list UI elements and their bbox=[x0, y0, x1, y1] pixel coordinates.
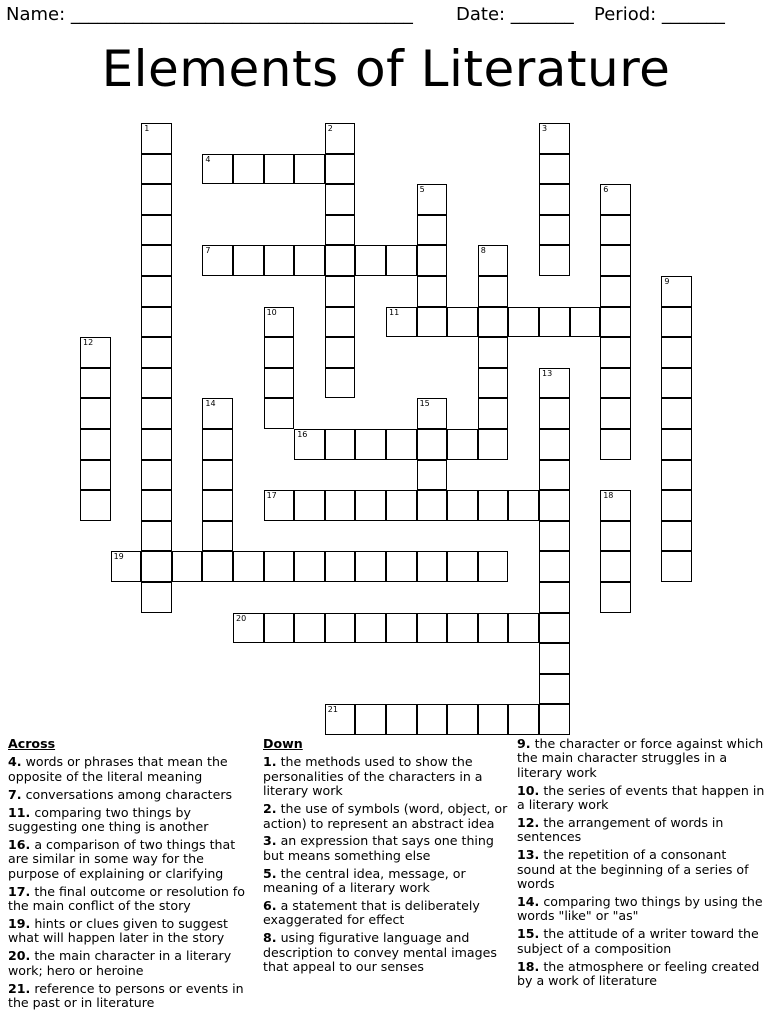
page-title: Elements of Literature bbox=[101, 40, 671, 98]
grid-cell[interactable] bbox=[325, 184, 356, 215]
grid-cell[interactable] bbox=[539, 613, 570, 644]
clue-item bbox=[517, 960, 767, 989]
grid-cell[interactable] bbox=[141, 184, 172, 215]
grid-cell[interactable] bbox=[386, 613, 417, 644]
grid-cell[interactable] bbox=[417, 490, 448, 521]
grid-cell[interactable] bbox=[600, 551, 631, 582]
clue-text: comparing two things by using the words "like" or "as" bbox=[517, 894, 763, 924]
grid-cell[interactable] bbox=[508, 307, 539, 338]
grid-cell[interactable] bbox=[661, 368, 692, 399]
grid-cell[interactable] bbox=[294, 245, 325, 276]
header bbox=[6, 2, 766, 30]
grid-cell[interactable] bbox=[325, 276, 356, 307]
clue-number-label: 12 bbox=[83, 338, 94, 348]
grid-cell[interactable] bbox=[539, 429, 570, 460]
grid-cell[interactable] bbox=[600, 521, 631, 552]
clue-text: using figurative language and description to convey mental images that appeal to our senses bbox=[263, 930, 497, 975]
grid-cell[interactable] bbox=[539, 245, 570, 276]
clue-item bbox=[517, 927, 767, 956]
grid-cell[interactable] bbox=[539, 582, 570, 613]
grid-cell[interactable] bbox=[600, 337, 631, 368]
grid-cell[interactable] bbox=[202, 490, 233, 521]
grid-cell[interactable] bbox=[141, 276, 172, 307]
grid-cell[interactable] bbox=[355, 551, 386, 582]
clue-number-label: 6 bbox=[603, 185, 609, 195]
clue-item bbox=[263, 802, 508, 831]
grid-cell[interactable] bbox=[325, 704, 356, 735]
clue-item bbox=[8, 806, 253, 835]
grid-cell[interactable] bbox=[539, 551, 570, 582]
period-field-label[interactable]: Period: _______ bbox=[594, 4, 725, 25]
clue-number-label: 2 bbox=[327, 124, 333, 133]
grid-cell[interactable] bbox=[539, 704, 570, 735]
clue-text: hints or clues given to suggest what will happen later in the story bbox=[8, 915, 228, 946]
grid-cell[interactable] bbox=[233, 245, 264, 276]
clue-item bbox=[8, 755, 253, 784]
grid-cell[interactable] bbox=[661, 307, 692, 338]
grid-cell[interactable] bbox=[478, 551, 509, 582]
clue-number-label: 1 bbox=[144, 124, 150, 133]
grid-cell[interactable] bbox=[264, 307, 295, 338]
grid-cell[interactable] bbox=[386, 245, 417, 276]
grid-cell[interactable] bbox=[508, 613, 539, 644]
grid-cell[interactable] bbox=[539, 398, 570, 429]
grid-cell[interactable] bbox=[417, 613, 448, 644]
clue-number: 4. bbox=[8, 754, 22, 770]
clue-number: 18. bbox=[517, 958, 540, 974]
grid-cell[interactable] bbox=[447, 704, 478, 735]
grid-cell[interactable] bbox=[294, 154, 325, 185]
grid-cell[interactable] bbox=[539, 490, 570, 521]
grid-cell[interactable] bbox=[141, 215, 172, 246]
clue-text: the attitude of a writer toward the subject of a composition bbox=[517, 926, 759, 956]
clue-text: the repetition of a consonant sound at the beginning of a series of words bbox=[517, 847, 749, 892]
grid-cell[interactable] bbox=[202, 521, 233, 552]
clue-number-label: 11 bbox=[389, 307, 400, 317]
grid-cell[interactable] bbox=[80, 460, 111, 491]
grid-cell[interactable] bbox=[355, 245, 386, 276]
grid-cell[interactable] bbox=[417, 184, 448, 215]
grid-cell[interactable] bbox=[661, 276, 692, 307]
clue-item bbox=[8, 838, 253, 881]
grid-cell[interactable] bbox=[80, 490, 111, 521]
grid-cell[interactable] bbox=[478, 307, 509, 338]
clue-number: 9. bbox=[517, 736, 531, 751]
grid-cell[interactable] bbox=[661, 490, 692, 521]
grid-cell[interactable] bbox=[447, 429, 478, 460]
grid-cell[interactable] bbox=[141, 398, 172, 429]
grid-cell[interactable] bbox=[141, 307, 172, 338]
clue-number: 15. bbox=[517, 926, 540, 942]
clue-number-label: 16 bbox=[297, 430, 308, 439]
grid-cell[interactable] bbox=[80, 429, 111, 460]
grid-cell[interactable] bbox=[325, 613, 356, 644]
clue-item bbox=[263, 899, 508, 928]
grid-cell[interactable] bbox=[80, 337, 111, 368]
grid-cell[interactable] bbox=[417, 307, 448, 338]
clue-item bbox=[263, 834, 508, 863]
grid-cell[interactable] bbox=[539, 368, 570, 399]
grid-cell[interactable] bbox=[417, 398, 448, 429]
grid-cell[interactable] bbox=[141, 582, 172, 613]
grid-cell[interactable] bbox=[661, 429, 692, 460]
clue-item bbox=[8, 788, 253, 802]
clue-number-label: 9 bbox=[664, 277, 670, 286]
clue-item bbox=[517, 895, 767, 924]
clue-item bbox=[263, 755, 508, 798]
clue-number-label: 17 bbox=[266, 491, 277, 501]
clue-number: 17. bbox=[8, 883, 31, 899]
clue-text: the series of events that happen in a literary work bbox=[517, 782, 765, 813]
grid-cell[interactable] bbox=[80, 398, 111, 429]
clue-number: 19. bbox=[8, 915, 31, 931]
down-clues bbox=[263, 737, 508, 978]
grid-cell[interactable] bbox=[661, 398, 692, 429]
grid-cell[interactable] bbox=[386, 490, 417, 521]
across-clue-list bbox=[8, 755, 253, 1010]
grid-cell[interactable] bbox=[264, 551, 295, 582]
grid-cell[interactable] bbox=[539, 674, 570, 705]
grid-cell[interactable] bbox=[386, 704, 417, 735]
grid-cell[interactable] bbox=[172, 551, 203, 582]
grid-cell[interactable] bbox=[325, 490, 356, 521]
clue-text: the methods used to show the personalities of the characters in a literary work bbox=[263, 754, 483, 799]
clue-number: 12. bbox=[517, 815, 540, 831]
clue-number: 2. bbox=[263, 801, 277, 817]
grid-cell[interactable] bbox=[141, 368, 172, 399]
clue-item bbox=[8, 885, 253, 914]
grid-cell[interactable] bbox=[539, 215, 570, 246]
clue-number-label: 8 bbox=[480, 246, 486, 256]
clue-text: the arrangement of words in sentences bbox=[517, 815, 724, 845]
grid-cell[interactable] bbox=[355, 613, 386, 644]
grid-cell[interactable] bbox=[447, 613, 478, 644]
clue-number: 21. bbox=[8, 980, 31, 996]
grid-cell[interactable] bbox=[325, 215, 356, 246]
grid-cell[interactable] bbox=[600, 490, 631, 521]
grid-cell[interactable] bbox=[600, 307, 631, 338]
clue-number: 6. bbox=[263, 898, 277, 914]
grid-cell[interactable] bbox=[233, 613, 264, 644]
clue-number-label: 10 bbox=[266, 307, 277, 317]
grid-cell[interactable] bbox=[417, 429, 448, 460]
clue-text: the character or force against which the main character struggles in a literary work bbox=[517, 736, 764, 780]
grid-cell[interactable] bbox=[600, 184, 631, 215]
grid-cell[interactable] bbox=[539, 123, 570, 154]
clue-text: an expression that says one thing but means something else bbox=[263, 833, 494, 863]
grid-cell[interactable] bbox=[478, 398, 509, 429]
clue-text: words or phrases that mean the opposite of the literal meaning bbox=[8, 754, 228, 784]
grid-cell[interactable] bbox=[111, 551, 142, 582]
grid-cell[interactable] bbox=[386, 551, 417, 582]
clue-text: a comparison of two things that are similar in some way for the purpose of explaining or clarifying bbox=[8, 836, 236, 881]
grid-cell[interactable] bbox=[570, 307, 601, 338]
grid-cell[interactable] bbox=[294, 429, 325, 460]
grid-cell[interactable] bbox=[264, 245, 295, 276]
grid-cell[interactable] bbox=[264, 613, 295, 644]
grid-cell[interactable] bbox=[202, 398, 233, 429]
down-clue-list-continued bbox=[517, 737, 767, 989]
grid-cell[interactable] bbox=[600, 429, 631, 460]
grid-cell[interactable] bbox=[325, 154, 356, 185]
grid-cell[interactable] bbox=[325, 337, 356, 368]
clue-number: 3. bbox=[263, 833, 277, 849]
grid-cell[interactable] bbox=[508, 490, 539, 521]
grid-cell[interactable] bbox=[478, 276, 509, 307]
grid-cell[interactable] bbox=[325, 368, 356, 399]
clue-item bbox=[263, 867, 508, 896]
grid-cell[interactable] bbox=[294, 551, 325, 582]
grid-cell[interactable] bbox=[600, 398, 631, 429]
clue-number-label: 14 bbox=[205, 399, 216, 409]
clue-number: 13. bbox=[517, 847, 540, 863]
clue-number-label: 3 bbox=[542, 124, 548, 133]
grid-cell[interactable] bbox=[141, 337, 172, 368]
clue-text: conversations among characters bbox=[21, 786, 233, 802]
clue-number: 1. bbox=[263, 754, 277, 770]
clue-item bbox=[8, 917, 253, 946]
grid-cell[interactable] bbox=[202, 154, 233, 185]
grid-cell[interactable] bbox=[417, 276, 448, 307]
clue-number-label: 4 bbox=[205, 154, 211, 164]
grid-cell[interactable] bbox=[386, 429, 417, 460]
grid-cell[interactable] bbox=[661, 521, 692, 552]
clue-number: 16. bbox=[8, 836, 31, 852]
grid-cell[interactable] bbox=[355, 429, 386, 460]
grid-cell[interactable] bbox=[233, 154, 264, 185]
down-clues-continued bbox=[517, 737, 767, 992]
clue-text: a statement that is deliberately exaggerated for effect bbox=[263, 898, 480, 928]
grid-cell[interactable] bbox=[661, 551, 692, 582]
grid-cell[interactable] bbox=[447, 307, 478, 338]
grid-cell[interactable] bbox=[202, 460, 233, 491]
clue-number-label: 18 bbox=[603, 491, 614, 501]
clue-item bbox=[517, 784, 767, 813]
grid-cell[interactable] bbox=[417, 245, 448, 276]
clue-number: 20. bbox=[8, 948, 31, 964]
grid-cell[interactable] bbox=[264, 490, 295, 521]
grid-cell[interactable] bbox=[539, 643, 570, 674]
grid-cell[interactable] bbox=[325, 245, 356, 276]
clue-number-label: 21 bbox=[327, 705, 338, 715]
grid-cell[interactable] bbox=[539, 154, 570, 185]
grid-cell[interactable] bbox=[508, 704, 539, 735]
clue-item bbox=[517, 816, 767, 845]
clue-text: the final outcome or resolution fo the main conflict of the story bbox=[8, 883, 245, 914]
clue-item bbox=[8, 949, 253, 978]
clue-item bbox=[8, 982, 253, 1011]
grid-cell[interactable] bbox=[233, 551, 264, 582]
clue-item bbox=[517, 848, 767, 891]
clue-number-label: 20 bbox=[236, 613, 247, 623]
grid-cell[interactable] bbox=[600, 215, 631, 246]
grid-cell[interactable] bbox=[141, 490, 172, 521]
clue-number: 14. bbox=[517, 894, 540, 910]
grid-cell[interactable] bbox=[417, 551, 448, 582]
clue-text: the atmosphere or feeling created by a work of literature bbox=[517, 958, 760, 989]
grid-cell[interactable] bbox=[264, 398, 295, 429]
date-field-label[interactable]: Date: _______ bbox=[456, 4, 574, 25]
clue-text: reference to persons or events in the past or in literature bbox=[8, 980, 244, 1010]
grid-cell[interactable] bbox=[539, 521, 570, 552]
grid-cell[interactable] bbox=[325, 307, 356, 338]
grid-cell[interactable] bbox=[447, 490, 478, 521]
clue-item bbox=[263, 931, 508, 974]
grid-cell[interactable] bbox=[417, 215, 448, 246]
grid-cell[interactable] bbox=[141, 521, 172, 552]
clue-text: the main character in a literary work; hero or heroine bbox=[8, 948, 232, 978]
clue-number: 11. bbox=[8, 804, 31, 820]
grid-cell[interactable] bbox=[294, 490, 325, 521]
grid-cell[interactable] bbox=[141, 154, 172, 185]
clue-number-label: 15 bbox=[419, 399, 430, 409]
grid-cell[interactable] bbox=[386, 307, 417, 338]
grid-cell[interactable] bbox=[661, 460, 692, 491]
grid-cell[interactable] bbox=[325, 123, 356, 154]
clue-text: the use of symbols (word, object, or action) to represent an abstract idea bbox=[263, 801, 508, 831]
grid-cell[interactable] bbox=[417, 704, 448, 735]
grid-cell[interactable] bbox=[539, 460, 570, 491]
grid-cell[interactable] bbox=[202, 429, 233, 460]
grid-cell[interactable] bbox=[202, 551, 233, 582]
grid-cell[interactable] bbox=[355, 490, 386, 521]
grid-cell[interactable] bbox=[80, 368, 111, 399]
grid-cell[interactable] bbox=[141, 245, 172, 276]
grid-cell[interactable] bbox=[202, 245, 233, 276]
grid-cell[interactable] bbox=[478, 245, 509, 276]
grid-cell[interactable] bbox=[539, 307, 570, 338]
down-heading: Down bbox=[263, 736, 303, 751]
grid-cell[interactable] bbox=[141, 551, 172, 582]
clue-number-label: 5 bbox=[419, 185, 425, 195]
grid-cell[interactable] bbox=[600, 368, 631, 399]
clue-number-label: 19 bbox=[113, 552, 124, 562]
grid-cell[interactable] bbox=[264, 154, 295, 185]
clue-number: 7. bbox=[8, 786, 22, 802]
grid-cell[interactable] bbox=[141, 460, 172, 491]
grid-cell[interactable] bbox=[355, 704, 386, 735]
clue-number-label: 13 bbox=[542, 368, 553, 378]
across-heading: Across bbox=[8, 736, 56, 751]
clue-number: 10. bbox=[517, 782, 540, 798]
grid-cell[interactable] bbox=[600, 245, 631, 276]
grid-cell[interactable] bbox=[661, 337, 692, 368]
grid-cell[interactable] bbox=[325, 551, 356, 582]
grid-cell[interactable] bbox=[478, 613, 509, 644]
grid-cell[interactable] bbox=[478, 490, 509, 521]
clue-number: 8. bbox=[263, 930, 277, 946]
grid-cell[interactable] bbox=[600, 276, 631, 307]
grid-cell[interactable] bbox=[478, 429, 509, 460]
grid-cell[interactable] bbox=[600, 582, 631, 613]
clue-number-label: 7 bbox=[205, 246, 211, 256]
grid-cell[interactable] bbox=[141, 429, 172, 460]
grid-cell[interactable] bbox=[141, 123, 172, 154]
across-clues bbox=[8, 737, 253, 1014]
grid-cell[interactable] bbox=[294, 613, 325, 644]
down-clue-list bbox=[263, 755, 508, 974]
clue-item bbox=[517, 737, 767, 780]
clue-text: comparing two things by suggesting one thing is another bbox=[8, 804, 209, 835]
grid-cell[interactable] bbox=[539, 184, 570, 215]
grid-cell[interactable] bbox=[478, 337, 509, 368]
name-field-label[interactable]: Name: ______________________________________ bbox=[6, 4, 413, 25]
grid-cell[interactable] bbox=[264, 337, 295, 368]
grid-cell[interactable] bbox=[325, 429, 356, 460]
grid-cell[interactable] bbox=[447, 551, 478, 582]
clue-number: 5. bbox=[263, 865, 277, 881]
clue-text: the central idea, message, or meaning of a literary work bbox=[263, 865, 466, 896]
grid-cell[interactable] bbox=[478, 704, 509, 735]
grid-cell[interactable] bbox=[478, 368, 509, 399]
grid-cell[interactable] bbox=[264, 368, 295, 399]
crossword-grid bbox=[80, 123, 700, 735]
grid-cell[interactable] bbox=[417, 460, 448, 491]
